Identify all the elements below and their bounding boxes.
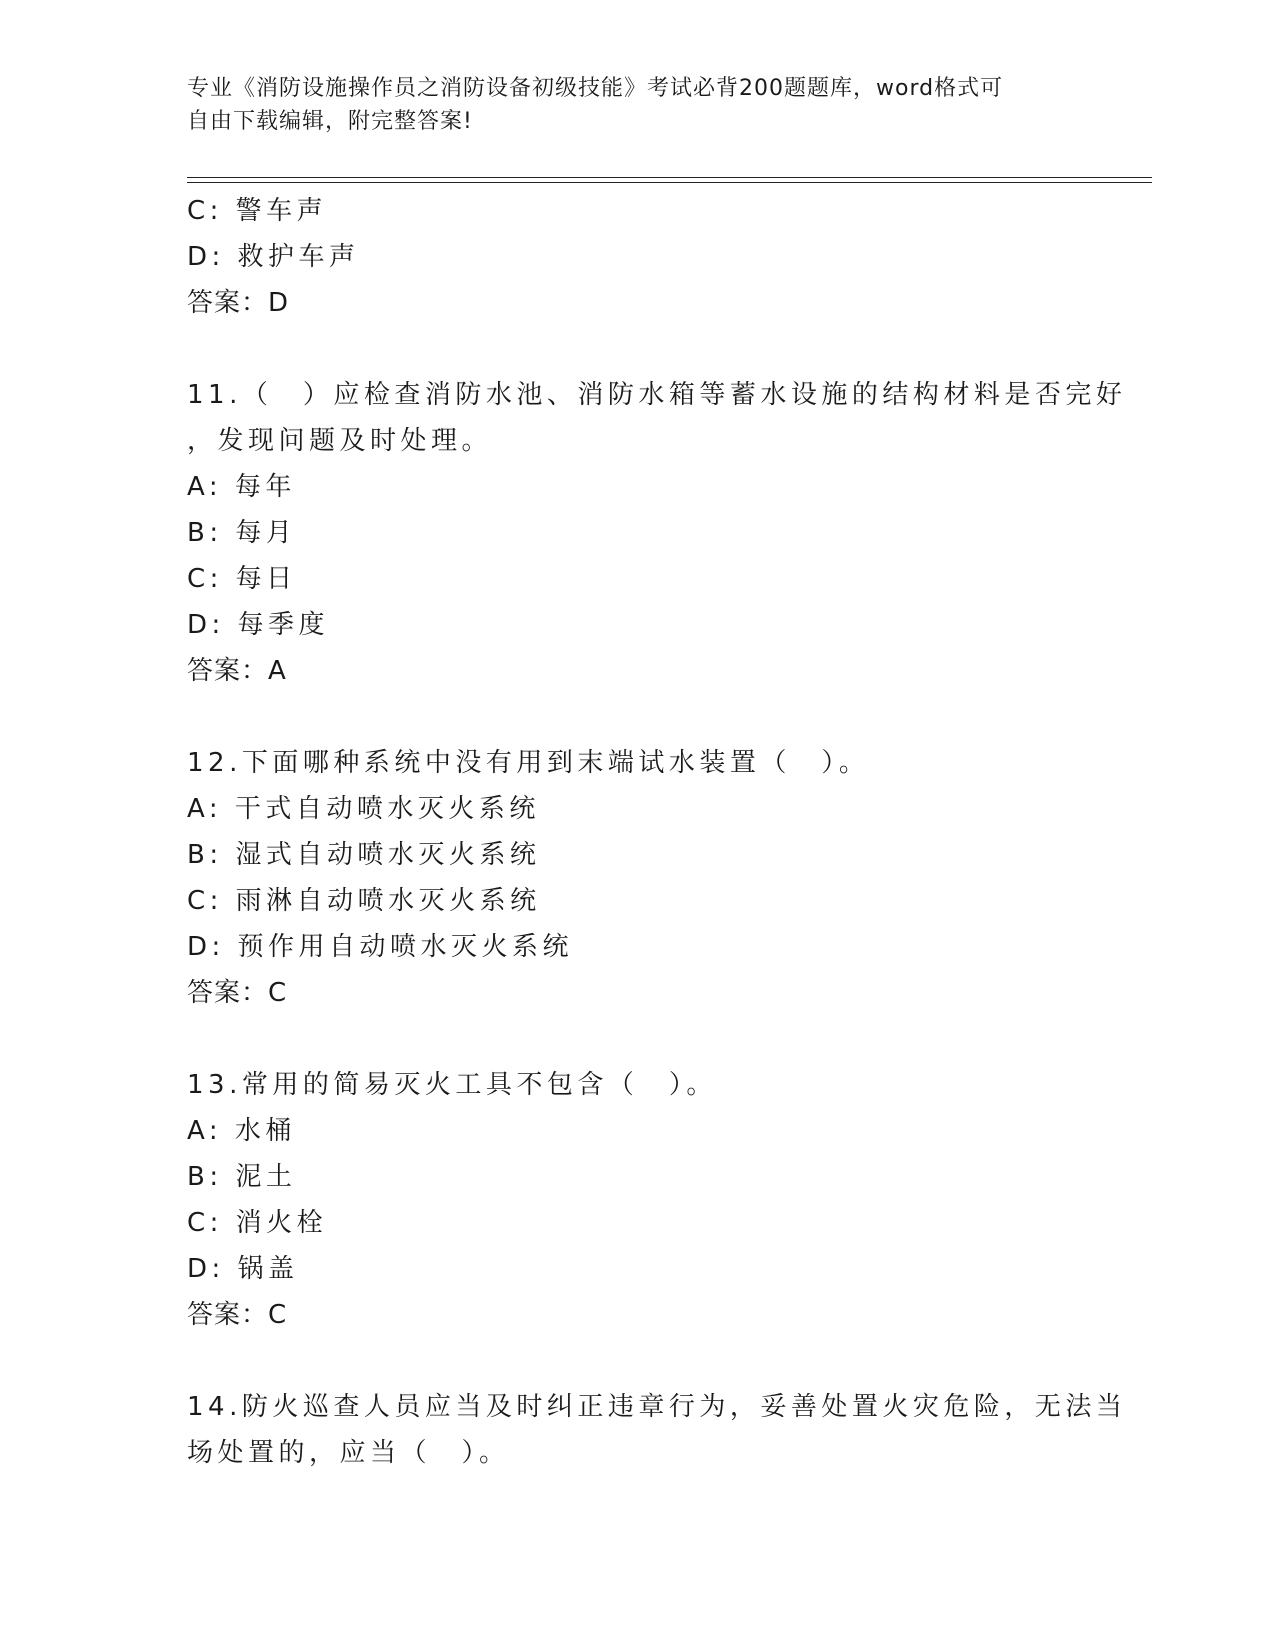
spacer [187, 694, 1087, 740]
question-13 [187, 1062, 1087, 1338]
option-d: D: 每季度 [187, 610, 330, 640]
document-body [187, 188, 1127, 1476]
answer-line: 答案：A [187, 656, 287, 686]
spacer [187, 1338, 1087, 1384]
answer-line: 答案：C [187, 978, 288, 1008]
header-divider-top [187, 177, 1152, 178]
spacer [187, 1016, 1087, 1062]
option-d: D: 锅盖 [187, 1254, 299, 1284]
option-a: A: 干式自动喷水灭火系统 [187, 794, 540, 824]
option-c: C: 每日 [187, 564, 297, 594]
option-c: C: 消火栓 [187, 1208, 328, 1238]
option-d: D: 救护车声 [187, 242, 360, 272]
option-c: C: 雨淋自动喷水灭火系统 [187, 886, 541, 916]
question-stem-line: 11.（ ）应检查消防水池、消防水箱等蓄水设施的结构材料是否完好 [187, 380, 1127, 410]
header-divider-bottom [187, 182, 1152, 183]
option-a: A: 水桶 [187, 1116, 296, 1146]
spacer [187, 326, 1087, 372]
question-stem-line: 14.防火巡查人员应当及时纠正违章行为，妥善处置火灾危险，无法当 [187, 1392, 1127, 1422]
option-c: C: 警车声 [187, 196, 328, 226]
question-14 [187, 1384, 1127, 1476]
answer-line: 答案：D [187, 288, 290, 318]
option-d: D: 预作用自动喷水灭火系统 [187, 932, 574, 962]
document-header [187, 72, 1087, 138]
question-11 [187, 372, 1127, 694]
question-stem-line: ，发现问题及时处理。 [187, 426, 493, 456]
question-12 [187, 740, 1087, 1016]
question-stem-line: 12.下面哪种系统中没有用到末端试水装置（ ）。 [187, 748, 870, 778]
option-b: B: 每月 [187, 518, 297, 548]
header-line-1: 专业《消防设施操作员之消防设备初级技能》考试必背200题题库，word格式可 [187, 76, 1004, 101]
option-a: A: 每年 [187, 472, 296, 502]
option-b: B: 泥土 [187, 1162, 297, 1192]
question-stem-line: 13.常用的简易灭火工具不包含（ ）。 [187, 1070, 717, 1100]
answer-line: 答案：C [187, 1300, 288, 1330]
question-stem-line: 场处置的，应当（ ）。 [187, 1438, 510, 1468]
header-line-2: 自由下载编辑，附完整答案! [187, 109, 473, 134]
option-b: B: 湿式自动喷水灭火系统 [187, 840, 541, 870]
question-10-continued [187, 188, 1087, 326]
